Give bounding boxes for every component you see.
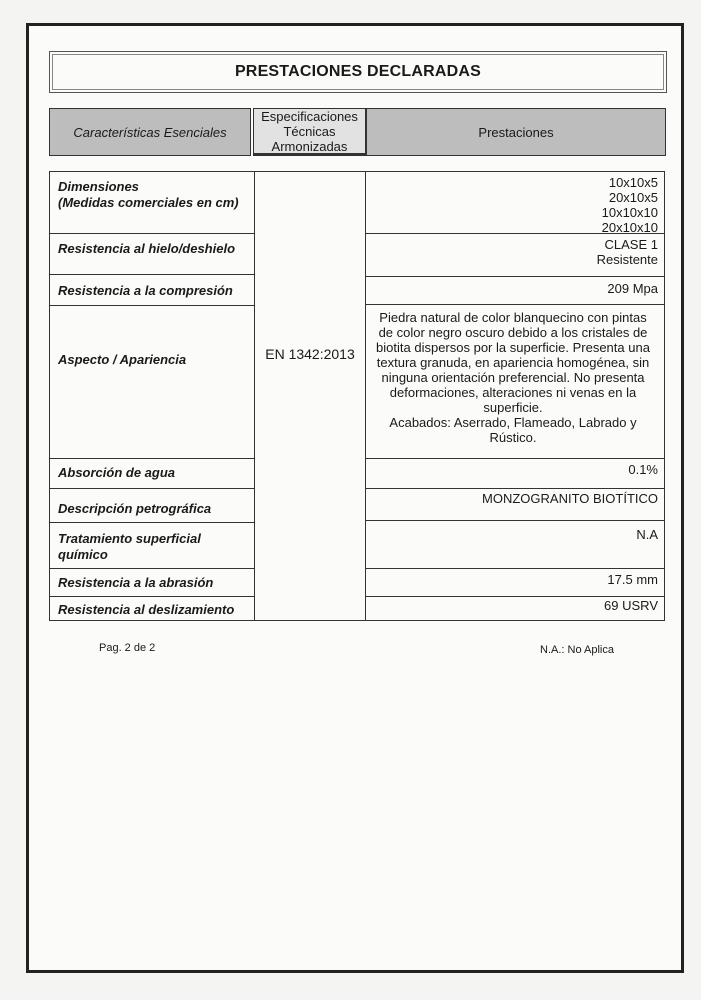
value-petrografica xyxy=(368,491,658,506)
label-aspecto xyxy=(58,352,250,368)
value-line: 69 USRV xyxy=(604,598,658,613)
spec-norma: EN 1342:2013 xyxy=(265,346,355,362)
label-line: Absorción de agua xyxy=(58,465,176,480)
label-dimensiones xyxy=(58,179,250,211)
value-line: ninguna orientación preferencial. No presenta xyxy=(381,370,645,385)
label-line: Resistencia al deslizamiento xyxy=(58,602,235,617)
column-divider xyxy=(365,172,366,620)
value-line: 17.5 mm xyxy=(607,572,658,587)
row-divider xyxy=(365,458,665,459)
header-caracteristicas: Características Esenciales xyxy=(49,108,251,156)
header-prestaciones: Prestaciones xyxy=(366,108,666,156)
page-title: PRESTACIONES DECLARADAS xyxy=(234,63,482,80)
row-divider xyxy=(365,568,665,569)
label-line: (Medidas comerciales en cm) xyxy=(58,195,239,210)
row-divider xyxy=(50,522,254,523)
label-line: químico xyxy=(58,547,108,562)
value-line: 10x10x5 xyxy=(608,175,658,190)
table-header xyxy=(49,108,666,156)
row-divider xyxy=(365,304,665,305)
label-line: Descripción petrográfica xyxy=(58,501,212,516)
row-divider xyxy=(50,568,254,569)
title-box xyxy=(49,51,667,93)
value-line: textura granuda, en apariencia homogénea, sin xyxy=(376,355,650,370)
label-line: Resistencia al hielo/deshielo xyxy=(58,241,236,256)
value-line: MONZOGRANITO BIOTÍTICO xyxy=(482,491,658,506)
header-especificaciones-line: Técnicas xyxy=(283,123,336,139)
footnote-na: N.A.: No Aplica xyxy=(540,644,614,656)
value-line: 20x10x5 xyxy=(608,190,658,205)
value-line: de color negro oscuro debido a los cristales de xyxy=(378,325,648,340)
row-divider xyxy=(365,276,665,277)
value-tratamiento xyxy=(368,527,658,542)
label-petrografica xyxy=(58,501,250,517)
value-line: Piedra natural de color blanquecino con pintas xyxy=(379,310,647,325)
header-especificaciones-line: Armonizadas xyxy=(271,138,348,154)
label-line: Aspecto / Apariencia xyxy=(58,352,187,367)
row-divider xyxy=(365,596,665,597)
row-divider xyxy=(365,488,665,489)
value-line: Acabados: Aserrado, Flameado, Labrado y xyxy=(389,415,637,430)
value-abrasion xyxy=(368,572,658,587)
value-line: superficie. xyxy=(483,400,543,415)
label-deslizamiento xyxy=(58,602,250,618)
value-line: 10x10x10 xyxy=(601,205,658,220)
row-divider xyxy=(50,233,254,234)
label-abrasion xyxy=(58,575,250,591)
value-aspecto xyxy=(368,310,658,445)
value-deslizamiento xyxy=(368,598,658,613)
label-tratamiento xyxy=(58,531,250,563)
row-divider xyxy=(50,596,254,597)
label-hielo-deshielo xyxy=(58,241,250,257)
row-divider xyxy=(50,488,254,489)
value-line: biotita dispersos por la superficie. Presenta una xyxy=(376,340,650,355)
value-line: Resistente xyxy=(596,252,658,267)
value-line: Rústico. xyxy=(489,430,537,445)
prestaciones-table xyxy=(49,171,665,621)
label-line: Dimensiones xyxy=(58,179,139,194)
page-number: Pag. 2 de 2 xyxy=(99,642,156,654)
row-divider xyxy=(50,274,254,275)
label-compresion xyxy=(58,283,250,299)
row-divider xyxy=(50,305,254,306)
row-divider xyxy=(50,458,254,459)
label-absorcion xyxy=(58,465,250,481)
value-line: CLASE 1 xyxy=(604,237,658,252)
value-absorcion xyxy=(368,462,658,477)
value-line: N.A xyxy=(636,527,658,542)
value-line: 209 Mpa xyxy=(607,281,658,296)
header-especificaciones-line: Especificaciones xyxy=(261,108,358,124)
label-line: Resistencia a la abrasión xyxy=(58,575,214,590)
label-line: Resistencia a la compresión xyxy=(58,283,233,298)
value-hielo-deshielo xyxy=(368,237,658,267)
column-divider xyxy=(254,172,255,620)
value-line: deformaciones, alteraciones ni venas en la xyxy=(389,385,637,400)
value-dimensiones xyxy=(368,175,658,235)
value-line: 0.1% xyxy=(628,462,658,477)
label-line: Tratamiento superficial xyxy=(58,531,201,546)
value-line: 20x10x10 xyxy=(601,220,658,235)
value-compresion xyxy=(368,281,658,296)
row-divider xyxy=(365,520,665,521)
header-especificaciones xyxy=(253,108,366,156)
